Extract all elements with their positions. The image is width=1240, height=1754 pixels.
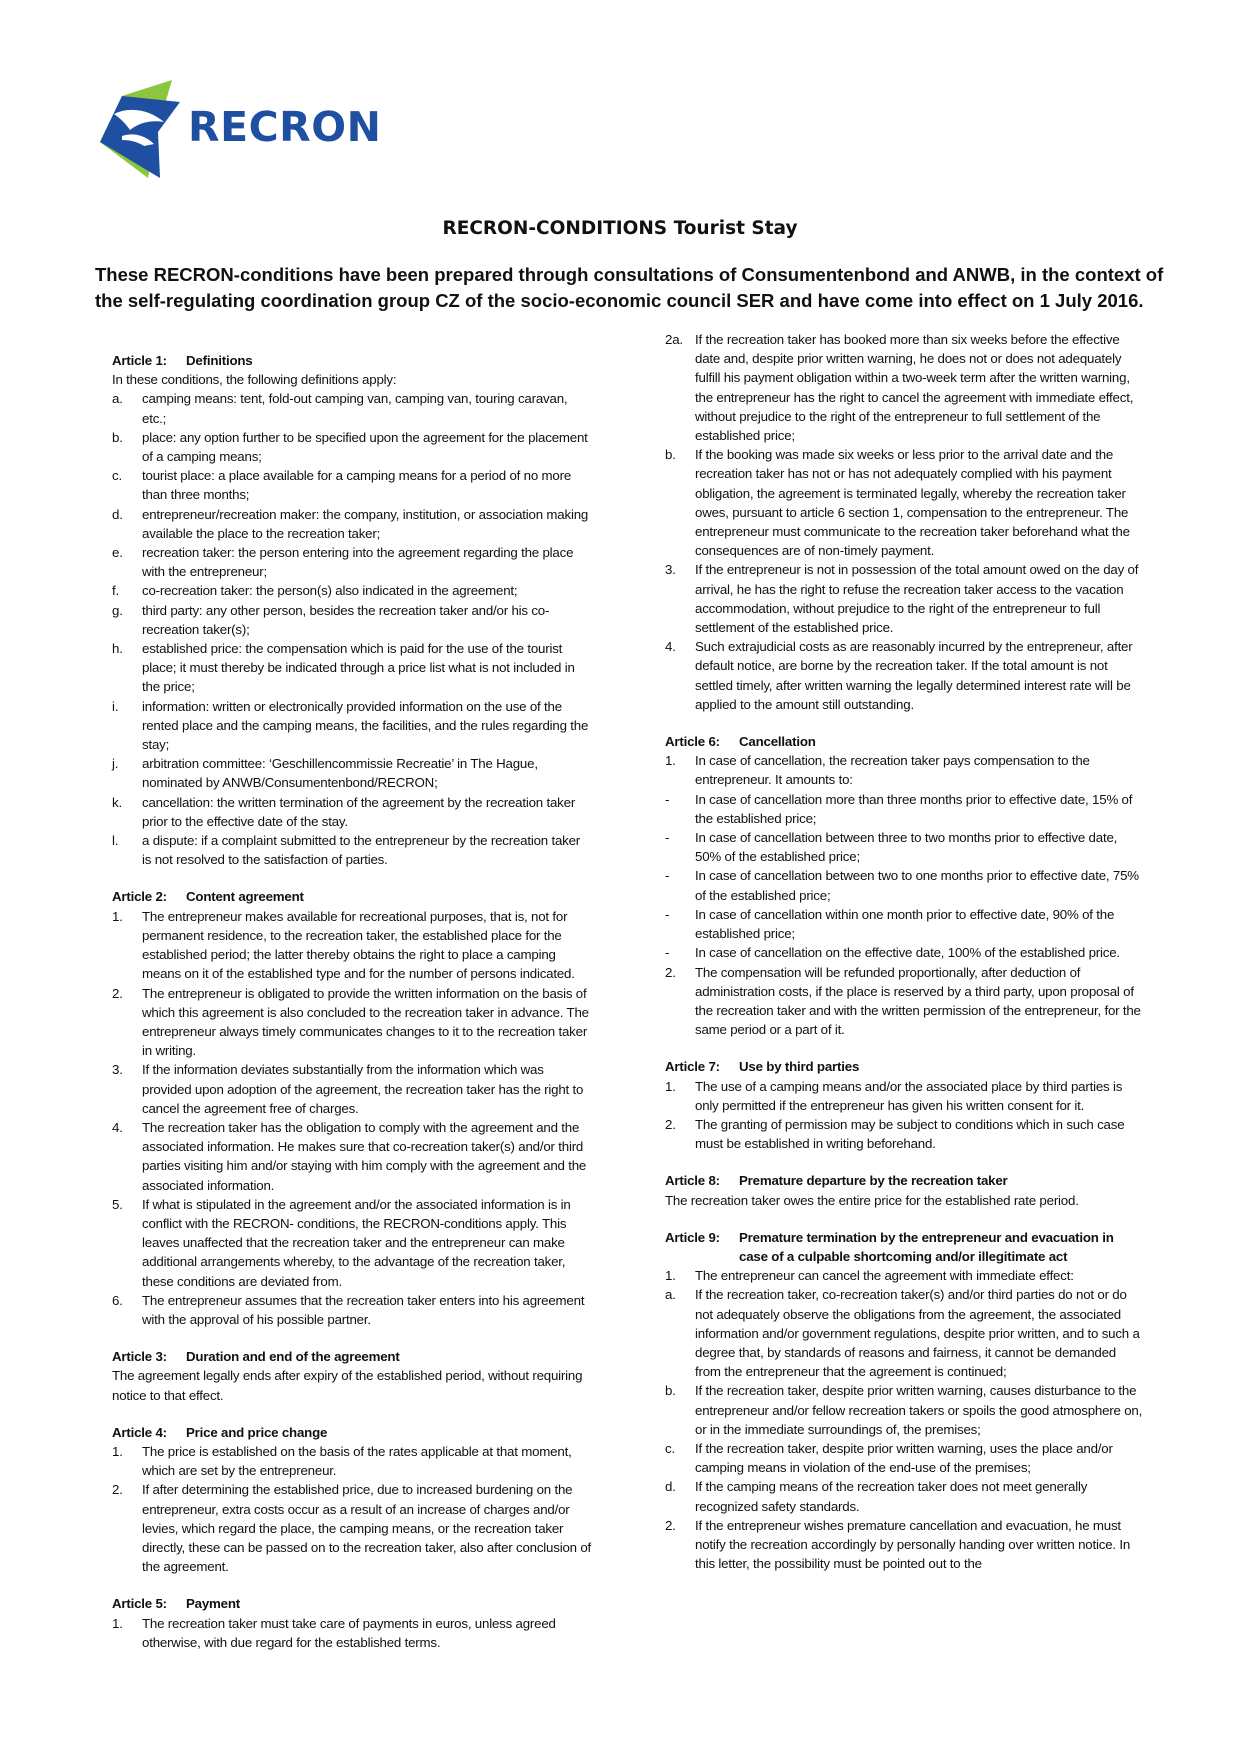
article-block — [112, 351, 592, 869]
article-heading — [112, 351, 592, 370]
clause-item — [112, 389, 592, 427]
clause-marker: l. — [112, 833, 119, 849]
clause-item — [112, 1480, 592, 1576]
intro-paragraph: These RECRON-conditions have been prepared through consultations of Consumentenbond and ANWB, in the context of the self-regulating coordination group CZ of the socio-economic council SER and have come into effect on 1 July 2016. — [95, 264, 1164, 311]
clause-marker: d. — [665, 1479, 676, 1495]
clause-text: If the recreation taker, despite prior written warning, causes disturbance to the entrepreneur and/or fellow recreation takers or spoils the good atmosphere on, or in the immediate surroundings of, the premises; — [695, 1383, 1143, 1437]
clause-marker: 3. — [112, 1062, 123, 1078]
clause-text: If the camping means of the recreation taker does not meet generally recognized safety standards. — [695, 1479, 1088, 1514]
clause-text: In case of cancellation between two to one months prior to effective date, 75% of the established price; — [695, 868, 1139, 903]
clause-item — [112, 1118, 592, 1195]
article-title: Cancellation — [739, 734, 816, 750]
article-heading — [112, 1594, 592, 1613]
clause-text: Such extrajudicial costs as are reasonably incurred by the entrepreneur, after default notice, are borne by the recreation taker. If the total amount is not settled timely, after written warning the legally determined interest rate will be applied to the amount still outstanding. — [695, 639, 1133, 712]
article-number: Article 2: — [112, 889, 167, 905]
article-title: Premature termination by the entrepreneur and evacuation in case of a culpable shortcoming and/or illegitimate act — [739, 1229, 1114, 1264]
clause-text: If the recreation taker, co-recreation taker(s) and/or third parties do not or do not adequately observe the obligations from the agreement, the associated information and/or government regulations, despite prior written, and to such a degree that, by standards of reasons and fairness, it cannot be demanded from the entrepreneur that the agreement is continued; — [695, 1287, 1140, 1380]
clause-marker: 1. — [112, 1443, 123, 1459]
clause-marker: a. — [112, 391, 123, 407]
clause-item — [112, 1442, 592, 1480]
clause-text: If the booking was made six weeks or less prior to the arrival date and the recreation taker has not or has not adequately complied with his payment obligation, the agreement is terminated legally, whereby the recreation taker owes, pursuant to article 6 section 1, compensation to the entrepreneur. The entrepreneur must communicate to the recreation taker beforehand what the consequences are of non-timely payment. — [695, 447, 1130, 559]
clause-text: camping means: tent, fold-out camping van, camping van, touring caravan, etc.; — [142, 391, 568, 426]
clause-item — [665, 943, 1145, 962]
clause-text: If what is stipulated in the agreement and/or the associated information is in conflict with the RECRON- conditions, the RECRON-conditions apply. This leaves unaffected that the recreation taker and the entrepreneur can make additional arrangements whereby, to the advantage of the recreation taker, these conditions are deviated from. — [142, 1196, 571, 1289]
clause-marker: c. — [665, 1440, 675, 1456]
clause-item — [112, 639, 592, 697]
clause-item — [665, 790, 1145, 828]
clause-text: The price is established on the basis of the rates applicable at that moment, which are set by the entrepreneur. — [142, 1443, 572, 1479]
clause-marker: 1. — [665, 1078, 676, 1094]
article-block — [112, 887, 592, 1329]
clause-text: co-recreation taker: the person(s) also indicated in the agreement; — [142, 583, 518, 599]
article-block — [665, 330, 1145, 714]
clause-item — [665, 1115, 1145, 1153]
clause-item — [112, 831, 592, 869]
clause-item — [665, 1381, 1145, 1439]
clause-text: In case of cancellation between three to two months prior to effective date, 50% of the established price; — [695, 830, 1118, 865]
clause-marker: 4. — [112, 1119, 123, 1135]
clause-text: In case of cancellation on the effective date, 100% of the established price. — [695, 945, 1120, 961]
clause-item — [112, 581, 592, 600]
article-heading — [112, 1423, 592, 1442]
right-column — [665, 330, 1145, 1591]
clause-item — [112, 466, 592, 504]
clause-text: established price: the compensation which is paid for the use of the tourist place; it must thereby be indicated through a price list what is not included in the price; — [142, 641, 575, 695]
clause-marker: 2. — [112, 1482, 123, 1498]
clause-marker: k. — [112, 794, 122, 810]
clause-marker: - — [665, 791, 670, 807]
article-number: Article 3: — [112, 1349, 167, 1365]
clause-text: tourist place: a place available for a camping means for a period of no more than three months; — [142, 468, 572, 503]
clause-marker: i. — [112, 698, 119, 714]
article-paragraph: The recreation taker owes the entire price for the established rate period. — [665, 1192, 1079, 1208]
article-title: Payment — [186, 1596, 241, 1612]
clause-item — [665, 1077, 1145, 1115]
clause-marker: h. — [112, 641, 123, 657]
clause-marker: - — [665, 868, 670, 884]
clause-text: If the entrepreneur wishes premature cancellation and evacuation, he must notify the recreation accordingly by personally handing over written notice. In this letter, the possibility must be pointed out to the — [695, 1517, 1131, 1572]
clause-item — [112, 505, 592, 543]
clause-marker: 3. — [665, 562, 676, 578]
clause-item — [665, 560, 1145, 637]
clause-marker: 6. — [112, 1292, 123, 1308]
clause-item — [112, 907, 592, 984]
clause-item — [665, 1477, 1145, 1515]
clause-marker: 2. — [112, 985, 123, 1001]
clause-item — [112, 754, 592, 792]
clause-marker: 2. — [665, 1517, 676, 1533]
clause-item — [665, 905, 1145, 943]
document-title: RECRON-CONDITIONS Tourist Stay — [442, 218, 798, 239]
clause-text: If the recreation taker, despite prior written warning, uses the place and/or camping means in violation of the end-use of the premises; — [695, 1440, 1113, 1476]
article-heading — [665, 1057, 1145, 1076]
article-number: Article 7: — [665, 1059, 720, 1075]
clause-marker: e. — [112, 545, 123, 561]
article-paragraph: In these conditions, the following definitions apply: — [112, 372, 397, 388]
clause-text: entrepreneur/recreation maker: the company, institution, or association making available the place to the recreation taker; — [142, 506, 589, 541]
clause-text: In case of cancellation more than three months prior to effective date, 15% of the established price; — [695, 791, 1133, 826]
clause-text: arbitration committee: ‘Geschillencommissie Recreatie’ in The Hague, nominated by ANWB/Consumentenbond/RECRON; — [142, 756, 538, 791]
article-heading — [112, 1347, 592, 1366]
article-number: Article 6: — [665, 734, 720, 750]
clause-item — [665, 330, 1145, 445]
clause-item — [112, 1614, 592, 1652]
article-block — [665, 1228, 1145, 1574]
article-block — [665, 1171, 1145, 1209]
article-block — [665, 1057, 1145, 1153]
clause-text: If the information deviates substantially from the information which was provided upon adoption of the agreement, the recreation taker has the right to cancel the agreement free of charges. — [142, 1062, 584, 1116]
clause-marker: j. — [112, 756, 119, 772]
clause-item — [665, 1439, 1145, 1477]
clause-marker: 2a. — [665, 332, 683, 347]
logo-wordmark: RECRON — [188, 103, 382, 151]
clause-marker: b. — [665, 447, 676, 463]
clause-marker: 1. — [665, 753, 676, 769]
clause-marker: b. — [112, 429, 123, 445]
article-block — [112, 1423, 592, 1577]
clause-marker: d. — [112, 506, 123, 522]
article-number: Article 1: — [112, 353, 167, 368]
clause-item — [665, 1285, 1145, 1381]
clause-text: The compensation will be refunded proportionally, after deduction of administration costs, if the place is reserved by a third party, upon proposal of the recreation taker and with the written permission of the entrepreneur, for the same period or a part of it. — [695, 964, 1141, 1038]
clause-marker: 2. — [665, 1116, 676, 1132]
clause-item — [112, 543, 592, 581]
article-title: Use by third parties — [739, 1059, 860, 1075]
clause-item — [665, 637, 1145, 714]
clause-text: If the recreation taker has booked more than six weeks before the effective date and, despite prior written warning, he does not or does not adequately fulfill his payment obligation within a two-week term after the written warning, the entrepreneur has the right to cancel the agreement with immediate effect, without prejudice to the right of the entrepreneur to full settlement of the established price; — [695, 332, 1134, 444]
article-block — [665, 732, 1145, 1039]
clause-text: The entrepreneur can cancel the agreement with immediate effect: — [695, 1268, 1074, 1284]
clause-text: The granting of permission may be subject to conditions which in such case must be established in writing beforehand. — [695, 1116, 1125, 1152]
clause-item — [112, 428, 592, 466]
clause-marker: 2. — [665, 964, 676, 980]
article-title: Definitions — [186, 353, 253, 368]
clause-text: The recreation taker must take care of payments in euros, unless agreed otherwise, with due regard for the established terms. — [142, 1615, 556, 1650]
clause-text: In case of cancellation within one month prior to effective date, 90% of the established price; — [695, 906, 1115, 942]
clause-item — [112, 1060, 592, 1118]
clause-text: The entrepreneur assumes that the recreation taker enters into his agreement with the approval of his possible partner. — [142, 1292, 585, 1327]
clause-item — [665, 963, 1145, 1040]
article-title: Content agreement — [186, 889, 304, 905]
article-heading — [112, 887, 592, 906]
article-heading — [665, 732, 1145, 751]
clause-marker: 1. — [112, 1615, 123, 1631]
clause-text: a dispute: if a complaint submitted to the entrepreneur by the recreation taker is not resolved to the satisfaction of parties. — [142, 833, 581, 868]
clause-item — [665, 1516, 1145, 1574]
article-number: Article 9: — [665, 1229, 720, 1245]
clause-item — [665, 866, 1145, 904]
clause-item — [665, 751, 1145, 789]
clause-item — [112, 697, 592, 755]
clause-item — [665, 445, 1145, 560]
clause-text: In case of cancellation, the recreation taker pays compensation to the entrepreneur. It amounts to: — [695, 753, 1090, 788]
clause-text: The entrepreneur is obligated to provide the written information on the basis of which this agreement is also concluded to the recreation taker in advance. The entrepreneur always timely communicates changes to it to the recreation taker in writing. — [142, 985, 589, 1059]
clause-text: place: any option further to be specified upon the agreement for the placement of a camping means; — [142, 429, 588, 465]
clause-marker: c. — [112, 468, 122, 484]
article-block — [112, 1347, 592, 1405]
clause-text: information: written or electronically provided information on the use of the rented place and the camping means, the facilities, and the rules regarding the stay; — [142, 698, 589, 753]
clause-marker: - — [665, 945, 670, 961]
clause-item — [665, 828, 1145, 866]
article-title: Price and price change — [186, 1424, 328, 1440]
article-block — [112, 1594, 592, 1652]
article-paragraph: The agreement legally ends after expiry of the established period, without requiring notice to that effect. — [112, 1368, 583, 1403]
clause-marker: f. — [112, 583, 119, 599]
clause-text: If the entrepreneur is not in possession of the total amount owed on the day of arrival, he has the right to refuse the recreation taker access to the vacation accommodation, without prejudice to the right of the entrepreneur to full settlement of the established price. — [695, 562, 1139, 636]
clause-text: The entrepreneur makes available for recreational purposes, that is, not for permanent residence, to the recreation taker, the established place for the established period; the latter thereby obtains the right to place a camping means on it of the established type and for the number of persons indicated. — [142, 908, 575, 982]
clause-marker: 1. — [665, 1268, 676, 1284]
clause-marker: 1. — [112, 908, 123, 924]
article-title: Duration and end of the agreement — [186, 1349, 400, 1365]
clause-item — [112, 984, 592, 1061]
clause-item — [112, 1195, 592, 1291]
article-number: Article 5: — [112, 1596, 167, 1612]
clause-marker: b. — [665, 1383, 676, 1399]
clause-marker: 5. — [112, 1196, 123, 1212]
clause-text: recreation taker: the person entering into the agreement regarding the place with the entrepreneur; — [142, 545, 574, 580]
clause-item — [665, 1266, 1145, 1285]
clause-marker: g. — [112, 602, 123, 618]
article-number: Article 4: — [112, 1424, 167, 1440]
clause-item — [112, 1291, 592, 1329]
article-number: Article 8: — [665, 1173, 720, 1189]
clause-marker: - — [665, 830, 670, 846]
article-heading — [665, 1171, 1145, 1190]
clause-text: The recreation taker has the obligation to comply with the agreement and the associated information. He makes sure that co-recreation taker(s) and/or third parties visiting him and/or staying with him comply with the agreement and the associated information. — [142, 1119, 587, 1193]
clause-text: If after determining the established price, due to increased burdening on the entrepreneur, extra costs occur as a result of an increase of charges and/or levies, which regard the place, the camping means, or the recreation taker directly, these can be passed on to the recreation taker, also after conclusion of the agreement. — [142, 1482, 592, 1575]
clause-text: The use of a camping means and/or the associated place by third parties is only permitted if the entrepreneur has given his written consent for it. — [695, 1078, 1123, 1113]
clause-marker: 4. — [665, 639, 676, 655]
article-title: Premature departure by the recreation taker — [739, 1173, 1008, 1189]
clause-item — [112, 793, 592, 831]
left-column — [112, 351, 592, 1670]
clause-text: cancellation: the written termination of the agreement by the recreation taker prior to the effective date of the stay. — [142, 794, 576, 829]
clause-text: third party: any other person, besides the recreation taker and/or his co-recreation taker(s); — [142, 602, 550, 637]
article-heading — [665, 1228, 1145, 1266]
clause-marker: - — [665, 906, 670, 922]
clause-marker: a. — [665, 1287, 676, 1303]
clause-item — [112, 601, 592, 639]
